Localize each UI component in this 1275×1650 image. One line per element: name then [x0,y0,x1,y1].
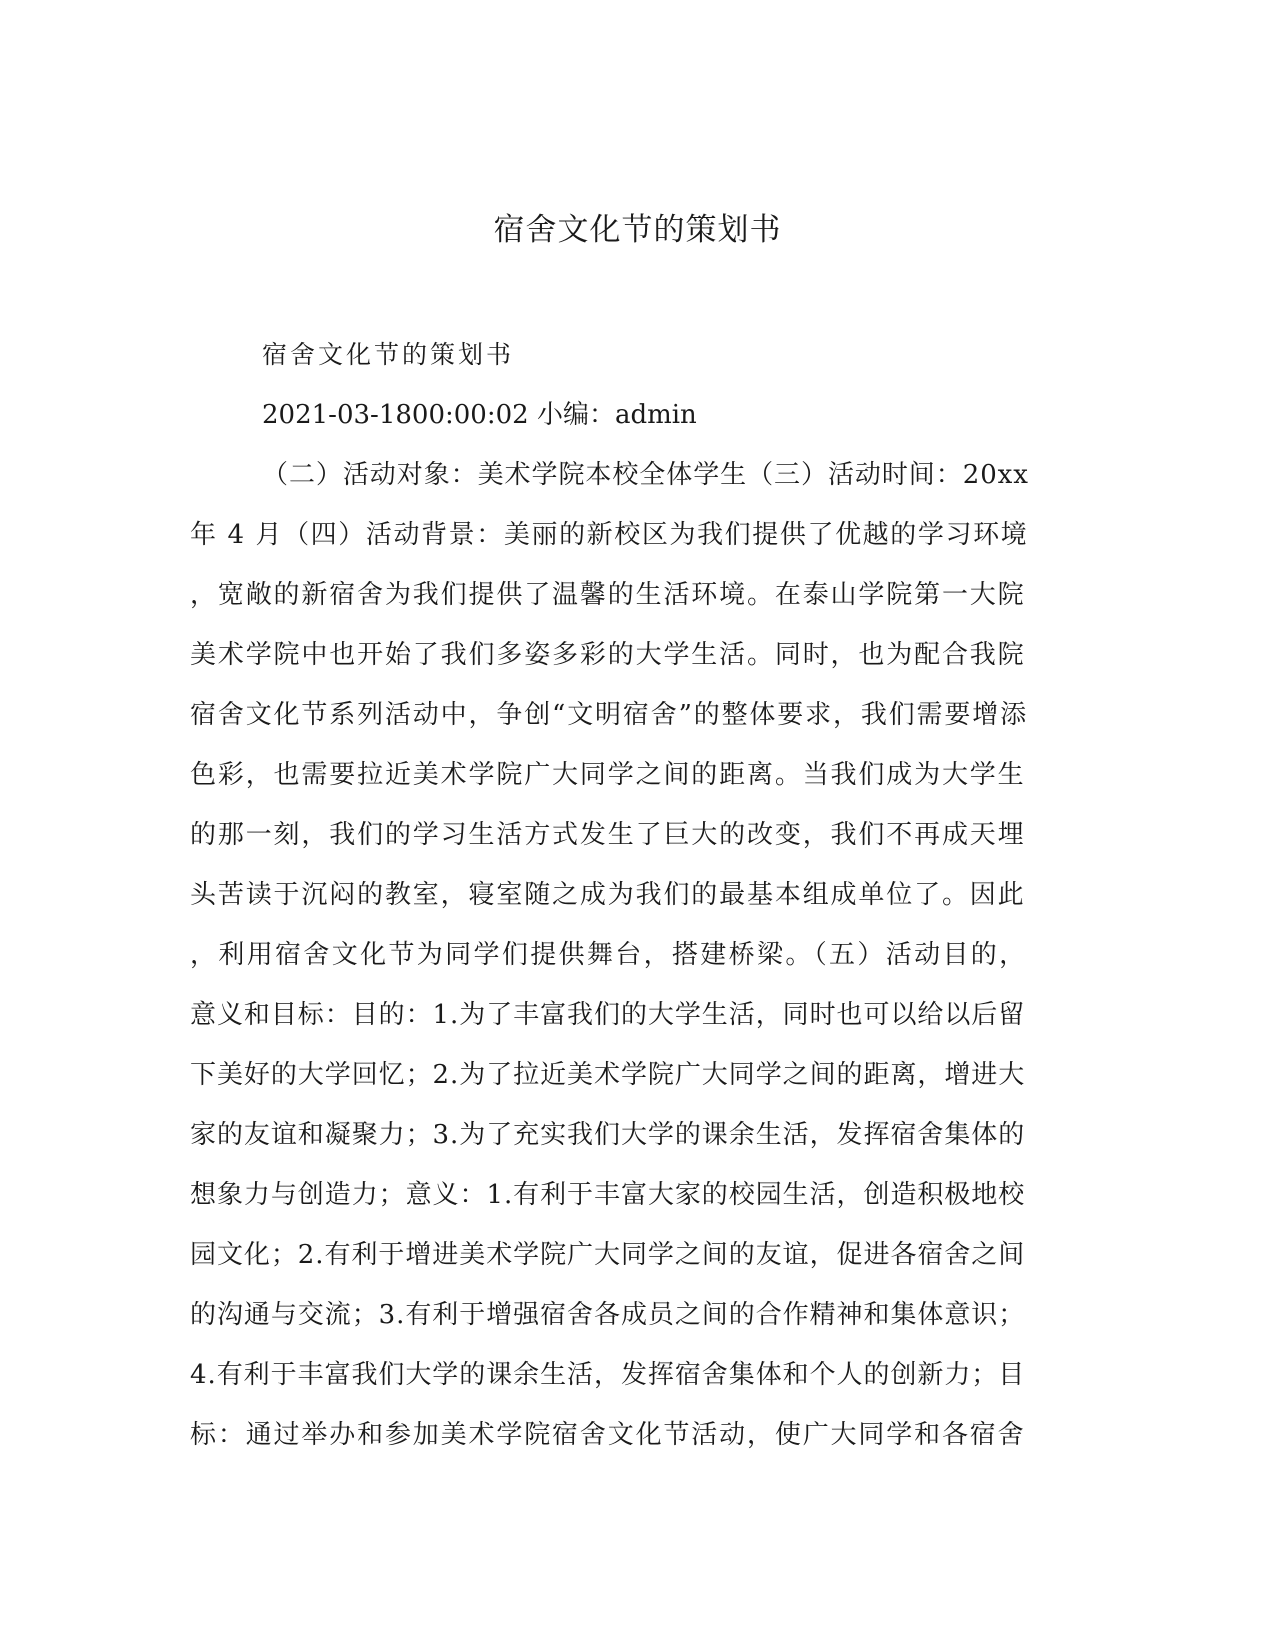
body-line: （二）活动对象：美术学院本校全体学生（三）活动时间：20xx [262,460,1029,490]
body-line: 年 4 月（四）活动背景：美丽的新校区为我们提供了优越的学习环境 [190,520,1029,550]
body-line: 意义和目标：目的：1.为了丰富我们的大学生活，同时也可以给以后留 [190,1000,1026,1030]
document-meta: 2021-03-1800:00:02 小编：admin [262,400,697,430]
body-line: ，宽敞的新宿舍为我们提供了温馨的生活环境。在泰山学院第一大院 [190,580,1026,610]
body-line: 头苦读于沉闷的教室，寝室随之成为我们的最基本组成单位了。因此 [190,880,1026,910]
body-line: 美术学院中也开始了我们多姿多彩的大学生活。同时，也为配合我院 [190,640,1026,670]
body-line: ，利用宿舍文化节为同学们提供舞台，搭建桥梁。（五）活动目的， [190,940,1028,970]
body-line: 宿舍文化节系列活动中，争创“文明宿舍”的整体要求，我们需要增添 [190,700,1028,730]
body-line: 园文化；2.有利于增进美术学院广大同学之间的友谊，促进各宿舍之间 [190,1240,1026,1270]
body-line: 的那一刻，我们的学习生活方式发生了巨大的改变，我们不再成天埋 [190,820,1026,850]
body-line: 色彩，也需要拉近美术学院广大同学之间的距离。当我们成为大学生 [190,760,1026,790]
document-title: 宿舍文化节的策划书 [493,212,782,248]
body-line: 家的友谊和凝聚力；3.为了充实我们大学的课余生活，发挥宿舍集体的 [190,1120,1026,1150]
body-line: 下美好的大学回忆；2.为了拉近美术学院广大同学之间的距离，增进大 [190,1060,1026,1090]
body-line: 的沟通与交流；3.有利于增强宿舍各成员之间的合作精神和集体意识； [190,1300,1026,1330]
body-line: 标：通过举办和参加美术学院宿舍文化节活动，使广大同学和各宿舍 [190,1420,1026,1450]
body-line: 4.有利于丰富我们大学的课余生活，发挥宿舍集体和个人的创新力；目 [190,1360,1026,1390]
body-line: 想象力与创造力；意义：1.有利于丰富大家的校园生活，创造积极地校 [190,1180,1026,1210]
document-subtitle: 宿舍文化节的策划书 [262,340,515,369]
